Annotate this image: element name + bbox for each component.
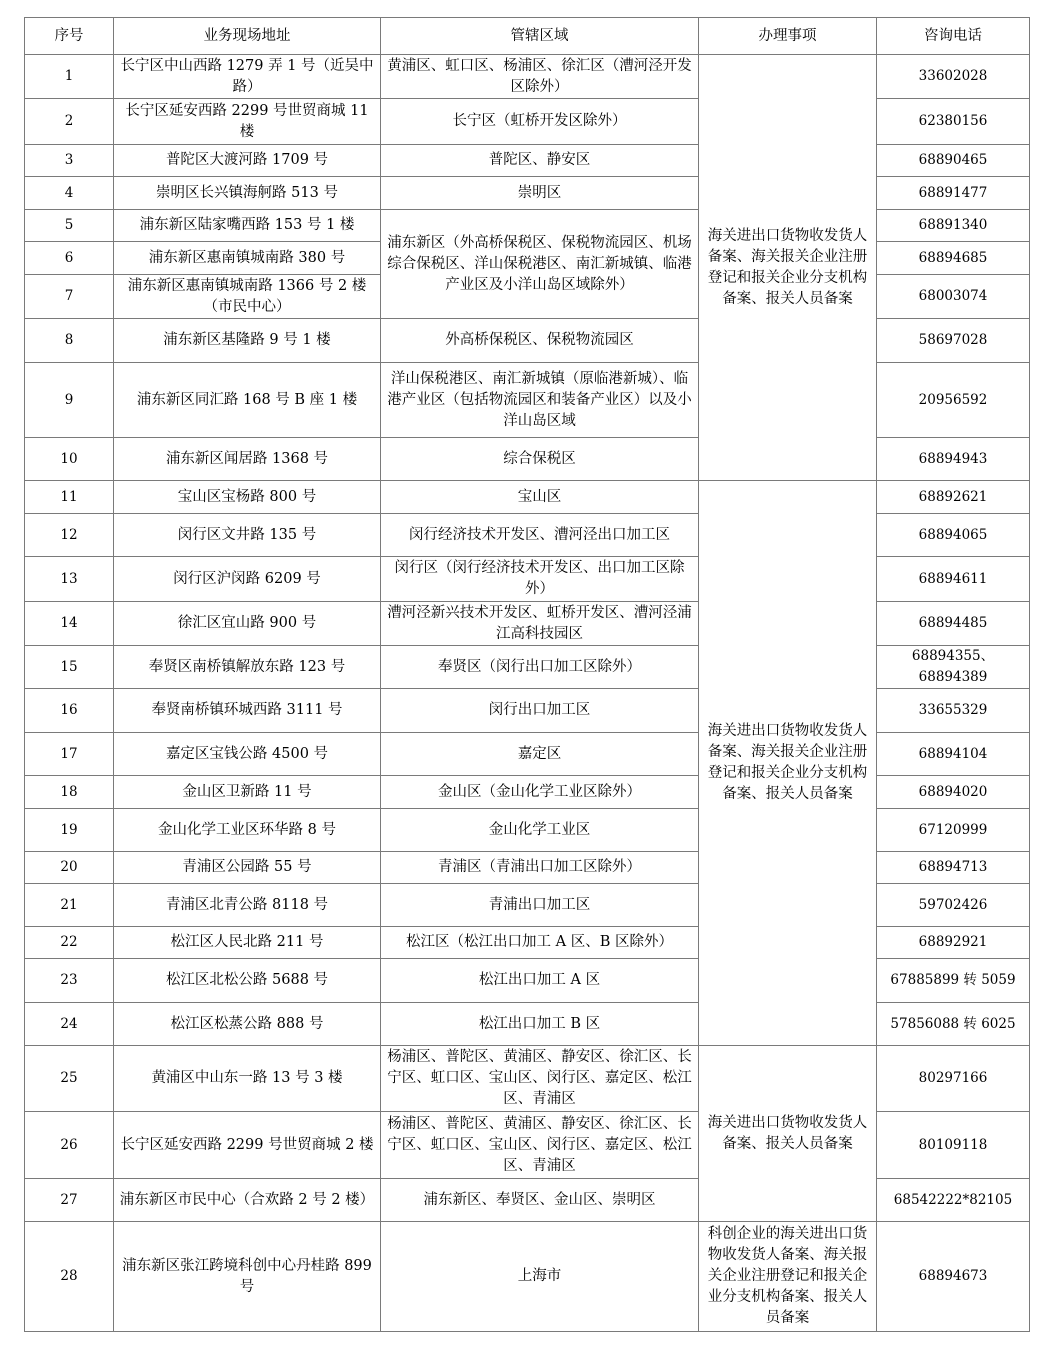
row-address: 浦东新区基隆路 9 号 1 楼 [114,319,381,363]
row-phone: 67885899 转 5059 [877,959,1030,1003]
row-number: 2 [25,99,114,145]
table-row [25,1112,1030,1179]
row-area: 青浦出口加工区 [381,884,699,927]
table-row [25,776,1030,809]
row-phone: 68542222*82105 [877,1179,1030,1222]
row-number: 11 [25,481,114,514]
row-area: 黄浦区、虹口区、杨浦区、徐汇区（漕河泾开发区除外） [381,55,699,99]
row-area: 洋山保税港区、南汇新城镇（原临港新城）、临港产业区（包括物流园区和装备产业区）以及小洋山岛区域 [381,363,699,438]
row-address: 松江区松蒸公路 888 号 [114,1003,381,1046]
table-row [25,1003,1030,1046]
table-row [25,99,1030,145]
row-phone: 80109118 [877,1112,1030,1179]
row-phone: 68894104 [877,733,1030,776]
row-number: 25 [25,1046,114,1112]
row-number: 20 [25,852,114,884]
header-row [25,18,1030,55]
row-area: 外高桥保税区、保税物流园区 [381,319,699,363]
row-number: 3 [25,145,114,177]
table-row [25,927,1030,959]
row-area: 金山区（金山化学工业区除外） [381,776,699,809]
row-address: 普陀区大渡河路 1709 号 [114,145,381,177]
row-address: 松江区人民北路 211 号 [114,927,381,959]
row-matter: 海关进出口货物收发货人备案、报关人员备案 [699,1046,877,1222]
table-row [25,557,1030,602]
header-no: 序号 [25,18,114,55]
table-row [25,809,1030,852]
row-number: 17 [25,733,114,776]
row-phone: 68892621 [877,481,1030,514]
row-phone: 62380156 [877,99,1030,145]
row-number: 6 [25,242,114,275]
row-number: 27 [25,1179,114,1222]
table-row [25,1222,1030,1332]
row-area: 闵行区（闵行经济技术开发区、出口加工区除外） [381,557,699,602]
row-phone: 80297166 [877,1046,1030,1112]
row-number: 22 [25,927,114,959]
row-address: 金山区卫新路 11 号 [114,776,381,809]
table-row [25,646,1030,689]
row-area: 崇明区 [381,177,699,210]
row-area: 浦东新区（外高桥保税区、保税物流园区、机场综合保税区、洋山保税港区、南汇新城镇、临港产业区及小洋山岛区域除外） [381,210,699,319]
row-area: 上海市 [381,1222,699,1332]
table-row [25,145,1030,177]
row-address: 宝山区宝杨路 800 号 [114,481,381,514]
row-number: 16 [25,689,114,733]
row-phone: 68892921 [877,927,1030,959]
row-number: 1 [25,55,114,99]
row-address: 浦东新区惠南镇城南路 380 号 [114,242,381,275]
row-phone: 68894020 [877,776,1030,809]
header-matter: 办理事项 [699,18,877,55]
row-number: 10 [25,438,114,481]
row-area: 普陀区、静安区 [381,145,699,177]
row-number: 23 [25,959,114,1003]
row-address: 浦东新区同汇路 168 号 B 座 1 楼 [114,363,381,438]
row-phone: 68003074 [877,275,1030,319]
header-address: 业务现场地址 [114,18,381,55]
row-address: 黄浦区中山东一路 13 号 3 楼 [114,1046,381,1112]
row-phone: 68891340 [877,210,1030,242]
customs-service-table [24,17,1030,1332]
table-row [25,177,1030,210]
row-address: 徐汇区宜山路 900 号 [114,602,381,646]
row-area: 金山化学工业区 [381,809,699,852]
table-row [25,514,1030,557]
row-address: 浦东新区闻居路 1368 号 [114,438,381,481]
row-area: 宝山区 [381,481,699,514]
row-area: 松江出口加工 A 区 [381,959,699,1003]
row-area: 闵行经济技术开发区、漕河泾出口加工区 [381,514,699,557]
row-phone: 68891477 [877,177,1030,210]
row-address: 松江区北松公路 5688 号 [114,959,381,1003]
row-area: 杨浦区、普陀区、黄浦区、静安区、徐汇区、长宁区、虹口区、宝山区、闵行区、嘉定区、松江区、青浦区 [381,1112,699,1179]
row-address: 长宁区中山西路 1279 弄 1 号（近吴中路） [114,55,381,99]
table-row [25,438,1030,481]
row-area: 青浦区（青浦出口加工区除外） [381,852,699,884]
row-address: 闵行区文井路 135 号 [114,514,381,557]
table-row [25,210,1030,242]
row-matter: 海关进出口货物收发货人备案、海关报关企业注册登记和报关企业分支机构备案、报关人员备案 [699,481,877,1046]
row-number: 14 [25,602,114,646]
row-address: 金山化学工业区环华路 8 号 [114,809,381,852]
row-area: 奉贤区（闵行出口加工区除外） [381,646,699,689]
table-row [25,1179,1030,1222]
row-address: 浦东新区陆家嘴西路 153 号 1 楼 [114,210,381,242]
row-address: 闵行区沪闵路 6209 号 [114,557,381,602]
row-phone: 68894611 [877,557,1030,602]
row-phone: 20956592 [877,363,1030,438]
row-number: 13 [25,557,114,602]
row-number: 15 [25,646,114,689]
row-phone: 57856088 转 6025 [877,1003,1030,1046]
row-phone: 33655329 [877,689,1030,733]
row-address: 青浦区北青公路 8118 号 [114,884,381,927]
table-row [25,1046,1030,1112]
table-row [25,959,1030,1003]
row-phone: 68894713 [877,852,1030,884]
row-address: 浦东新区张江跨境科创中心丹桂路 899 号 [114,1222,381,1332]
table-row [25,602,1030,646]
row-area: 浦东新区、奉贤区、金山区、崇明区 [381,1179,699,1222]
row-number: 28 [25,1222,114,1332]
row-phone: 67120999 [877,809,1030,852]
row-phone: 68894685 [877,242,1030,275]
row-number: 24 [25,1003,114,1046]
row-number: 18 [25,776,114,809]
row-address: 浦东新区惠南镇城南路 1366 号 2 楼（市民中心） [114,275,381,319]
row-area: 长宁区（虹桥开发区除外） [381,99,699,145]
row-number: 19 [25,809,114,852]
row-address: 嘉定区宝钱公路 4500 号 [114,733,381,776]
row-area: 杨浦区、普陀区、黄浦区、静安区、徐汇区、长宁区、虹口区、宝山区、闵行区、嘉定区、松江区、青浦区 [381,1046,699,1112]
row-number: 21 [25,884,114,927]
row-phone: 68890465 [877,145,1030,177]
row-number: 7 [25,275,114,319]
row-area: 综合保税区 [381,438,699,481]
header-area: 管辖区域 [381,18,699,55]
row-number: 9 [25,363,114,438]
table-row [25,852,1030,884]
row-phone: 59702426 [877,884,1030,927]
table-row [25,884,1030,927]
row-address: 青浦区公园路 55 号 [114,852,381,884]
row-phone: 68894943 [877,438,1030,481]
row-number: 4 [25,177,114,210]
row-phone: 68894355、68894389 [877,646,1030,689]
row-address: 浦东新区市民中心（合欢路 2 号 2 楼） [114,1179,381,1222]
table-row [25,55,1030,99]
row-address: 奉贤区南桥镇解放东路 123 号 [114,646,381,689]
row-number: 5 [25,210,114,242]
row-phone: 58697028 [877,319,1030,363]
header-phone: 咨询电话 [877,18,1030,55]
row-address: 崇明区长兴镇海舸路 513 号 [114,177,381,210]
table-row [25,689,1030,733]
row-matter: 海关进出口货物收发货人备案、海关报关企业注册登记和报关企业分支机构备案、报关人员备案 [699,55,877,481]
row-number: 26 [25,1112,114,1179]
table-row [25,319,1030,363]
row-area: 松江出口加工 B 区 [381,1003,699,1046]
row-phone: 68894065 [877,514,1030,557]
row-area: 嘉定区 [381,733,699,776]
row-phone: 68894673 [877,1222,1030,1332]
row-address: 长宁区延安西路 2299 号世贸商城 2 楼 [114,1112,381,1179]
row-phone: 33602028 [877,55,1030,99]
row-number: 12 [25,514,114,557]
row-area: 闵行出口加工区 [381,689,699,733]
row-matter: 科创企业的海关进出口货物收发货人备案、海关报关企业注册登记和报关企业分支机构备案、报关人员备案 [699,1222,877,1332]
row-number: 8 [25,319,114,363]
row-phone: 68894485 [877,602,1030,646]
row-address: 长宁区延安西路 2299 号世贸商城 11 楼 [114,99,381,145]
row-address: 奉贤南桥镇环城西路 3111 号 [114,689,381,733]
table-row [25,733,1030,776]
row-area: 漕河泾新兴技术开发区、虹桥开发区、漕河泾浦江高科技园区 [381,602,699,646]
table-row [25,481,1030,514]
row-area: 松江区（松江出口加工 A 区、B 区除外） [381,927,699,959]
table-row [25,363,1030,438]
